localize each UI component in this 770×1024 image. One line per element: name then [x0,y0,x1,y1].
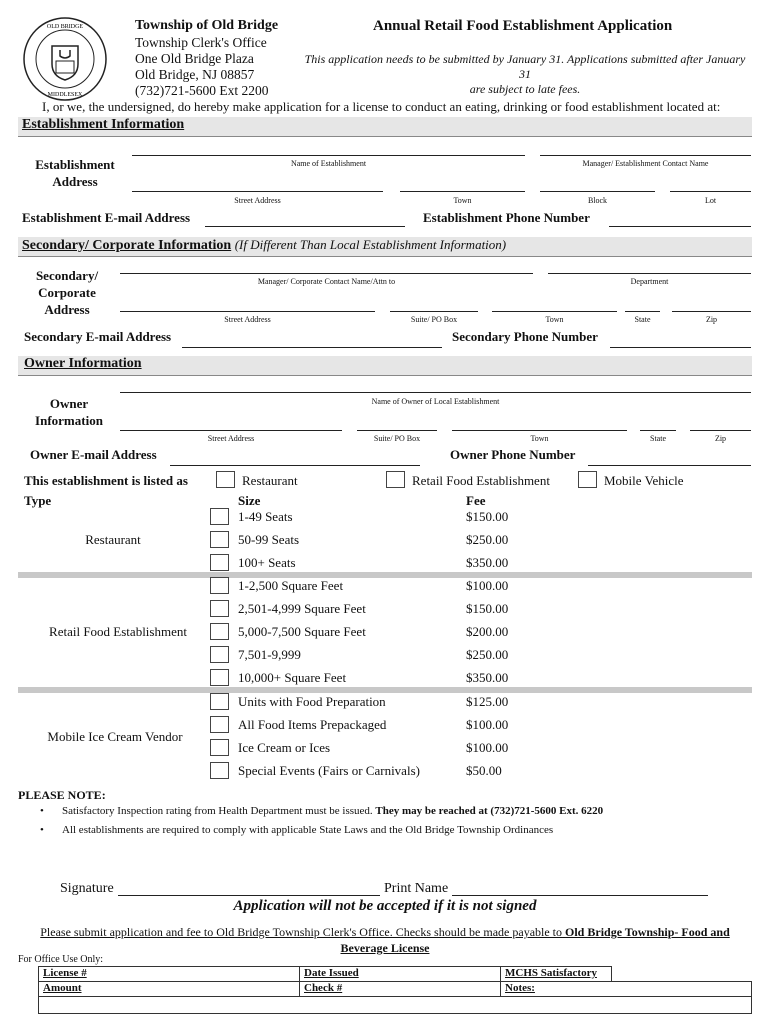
listed-retail-label: Retail Food Establishment [412,473,550,488]
group-mobile: Mobile Ice Cream Vendor [47,729,183,744]
group-retail: Retail Food Establishment [49,624,187,639]
signature-warning: Application will not be accepted if it is not signed [233,898,537,914]
fee-row-size: 100+ Seats [238,555,296,570]
check-number: Check # [304,982,343,994]
establishment-email-field[interactable] [205,226,405,227]
fee-row-amount: $350.00 [466,555,509,570]
caption-owner-name: Name of Owner of Local Establishment [371,397,500,406]
establishment-block-field[interactable] [540,191,655,192]
fee-row-size: Special Events (Fairs or Carnivals) [238,763,420,778]
fee-row-size: 10,000+ Square Feet [238,670,347,685]
fee-row-checkbox[interactable] [210,646,229,663]
intro-statement: I, or we, the undersigned, do hereby make application for a license to conduct an eating, drinking or food establishment located at: [42,99,721,114]
mchs-satisfactory: MCHS Satisfactory [505,967,597,979]
establishment-street-field[interactable] [132,191,383,192]
fee-row-checkbox[interactable] [210,623,229,640]
column-size: Size [238,493,261,508]
fee-row-checkbox[interactable] [210,669,229,686]
column-type: Type [24,493,52,508]
caption-state: State [650,434,666,443]
caption-town: Town [453,196,472,205]
print-name-label: Print Name [384,881,449,896]
caption-department: Department [630,277,669,286]
caption-street: Street Address [234,196,281,205]
license-number: License # [43,967,87,979]
owner-email-field[interactable] [170,465,420,466]
fee-row-size: 5,000-7,500 Square Feet [238,624,366,639]
secondary-contact-field[interactable] [120,273,533,274]
fee-row-amount: $125.00 [466,694,509,709]
fee-row-amount: $50.00 [466,763,502,778]
office-use-table [38,966,752,1014]
date-issued: Date Issued [304,967,359,979]
fee-row-amount: $150.00 [466,509,509,524]
submit-instructions: Please submit application and fee to Old Bridge Township Clerk's Office. Checks should be made payable to Old Bridge Township- Food and Beverage License [40,925,730,955]
fee-row-checkbox[interactable] [210,554,229,571]
secondary-phone-field[interactable] [610,347,751,348]
caption-contact: Manager/ Corporate Contact Name/Attn to [257,277,396,286]
owner-phone-label: Owner Phone Number [450,447,576,462]
fee-row-checkbox[interactable] [210,531,229,548]
fee-row-checkbox[interactable] [210,577,229,594]
secondary-street-field[interactable] [120,311,375,312]
print-name-field[interactable] [452,895,708,896]
fee-row-amount: $350.00 [466,670,509,685]
fee-row-size: 1-2,500 Square Feet [238,578,344,593]
signature-label: Signature [60,881,114,896]
owner-zip-field[interactable] [690,430,751,431]
owner-town-field[interactable] [452,430,627,431]
fee-row-size: 1-49 Seats [238,509,293,524]
caption-suite: Suite/ PO Box [410,315,458,324]
fee-row-amount: $100.00 [466,740,509,755]
section-owner: Owner Information [18,356,752,376]
caption-manager: Manager/ Establishment Contact Name [582,159,709,168]
svg-text:MIDDLESEX: MIDDLESEX [47,92,83,98]
listed-restaurant-checkbox[interactable] [216,471,235,488]
fee-row-amount: $200.00 [466,624,509,639]
office-notes: Notes: [505,982,535,994]
fee-row-size: Units with Food Preparation [238,694,386,709]
group-divider [18,572,752,578]
org-name: Township of Old Bridge [135,18,279,33]
listed-restaurant-label: Restaurant [242,473,298,488]
group-divider [18,687,752,693]
fee-row-size: 50-99 Seats [238,532,300,547]
owner-phone-field[interactable] [588,465,751,466]
org-street: One Old Bridge Plaza [135,51,254,66]
manager-contact-field[interactable] [540,155,751,156]
note-item: • All establishments are required to comply with applicable State Laws and the Old Bridge Township Ordinances [40,824,553,836]
owner-name-field[interactable] [120,392,751,393]
caption-street: Street Address [207,434,255,443]
fee-row-size: Ice Cream or Ices [238,740,331,755]
listed-mobile-checkbox[interactable] [578,471,597,488]
signature-field[interactable] [118,895,380,896]
establishment-address-label: Establishment Address [35,157,115,189]
fee-row-size: 7,501-9,999 [238,647,301,662]
secondary-phone-label: Secondary Phone Number [452,329,598,344]
svg-text:OLD BRIDGE: OLD BRIDGE [46,24,84,30]
caption-zip: Zip [714,434,727,443]
notes-heading: PLEASE NOTE: [18,788,106,802]
fee-row-amount: $250.00 [466,532,509,547]
caption-town: Town [530,434,549,443]
caption-town: Town [545,315,564,324]
township-seal [22,16,108,102]
fee-row-size: All Food Items Prepackaged [238,717,387,732]
fee-row-checkbox[interactable] [210,762,229,779]
caption-zip: Zip [705,315,718,324]
group-restaurant: Restaurant [85,532,141,547]
listed-retail-checkbox[interactable] [386,471,405,488]
fee-row-amount: $150.00 [466,601,509,616]
column-fee: Fee [466,493,486,508]
org-office: Township Clerk's Office [135,35,267,50]
secondary-zip-field[interactable] [672,311,751,312]
caption-name: Name of Establishment [290,159,367,168]
owner-suite-field[interactable] [357,430,437,431]
fee-row-size: 2,501-4,999 Square Feet [238,601,366,616]
caption-block: Block [587,196,608,205]
org-city: Old Bridge, NJ 08857 [135,67,255,82]
section-establishment: Establishment Information [18,117,752,137]
fee-row-amount: $100.00 [466,717,509,732]
listed-as-label: This establishment is listed as [24,473,188,488]
form-title: Annual Retail Food Establishment Application [373,18,673,34]
secondary-address-label: Secondary/ Corporate Address [35,268,99,317]
office-use-label: For Office Use Only: [18,954,104,965]
amount: Amount [43,982,82,994]
caption-suite: Suite/ PO Box [373,434,421,443]
owner-address-label: Owner Information [35,396,103,428]
deadline-notice: This application needs to be submitted by January 31. Applications submitted after January 31 are subject to late fees. [304,52,746,96]
owner-street-field[interactable] [120,430,342,431]
establishment-lot-field[interactable] [670,191,751,192]
owner-email-label: Owner E-mail Address [30,447,157,462]
caption-state: State [634,315,651,324]
secondary-department-field[interactable] [548,273,751,274]
secondary-email-field[interactable] [182,347,442,348]
establishment-email-label: Establishment E-mail Address [22,210,191,225]
listed-mobile-label: Mobile Vehicle [604,473,684,488]
establishment-name-field[interactable] [132,155,525,156]
secondary-email-label: Secondary E-mail Address [24,329,172,344]
org-phone: (732)721-5600 Ext 2200 [135,83,269,98]
fee-row-checkbox[interactable] [210,693,229,710]
note-item: • Satisfactory Inspection rating from Health Department must be issued. They may be reached at (732)721-5600 Ext. 6220 [40,805,603,817]
secondary-state-field[interactable] [625,311,660,312]
fee-row-amount: $250.00 [466,647,509,662]
secondary-suite-field[interactable] [390,311,478,312]
owner-state-field[interactable] [640,430,676,431]
fee-row-checkbox[interactable] [210,600,229,617]
fee-row-checkbox[interactable] [210,739,229,756]
establishment-phone-label: Establishment Phone Number [423,210,590,225]
establishment-town-field[interactable] [400,191,525,192]
caption-lot: Lot [704,196,717,205]
fee-row-amount: $100.00 [466,578,509,593]
caption-street: Street Address [224,315,271,324]
section-secondary: Secondary/ Corporate Information (If Different Than Local Establishment Information) [18,237,752,257]
secondary-town-field[interactable] [492,311,617,312]
fee-row-checkbox[interactable] [210,508,229,525]
establishment-phone-field[interactable] [609,226,751,227]
fee-row-checkbox[interactable] [210,716,229,733]
